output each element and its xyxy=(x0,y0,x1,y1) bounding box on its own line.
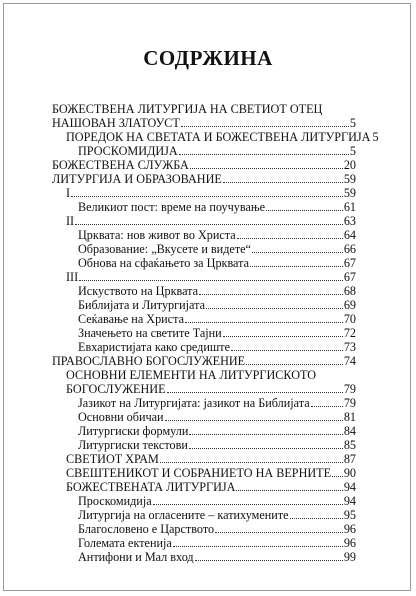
toc-entry-page: 69 xyxy=(343,298,356,312)
toc-entry xyxy=(78,508,356,522)
toc-entry-page: 81 xyxy=(343,410,356,424)
toc-entry-page: 59 xyxy=(343,186,356,200)
toc-dot-leader xyxy=(190,167,343,169)
toc-entry xyxy=(66,186,356,200)
toc-entry-title: ОСНОВНИ ЕЛЕМЕНТИ НА ЛИТУРГИСКОТО xyxy=(66,368,317,382)
toc-dot-leader xyxy=(195,559,343,561)
toc-entry xyxy=(66,368,356,382)
toc-dot-leader xyxy=(165,419,343,421)
toc-entry-title: Основни обичаи xyxy=(78,410,164,424)
toc-entry-title: БОГОСЛУЖЕНИЕ xyxy=(66,382,166,396)
toc-dot-leader xyxy=(79,279,343,281)
toc-dot-leader xyxy=(311,405,343,407)
toc-entry xyxy=(66,214,356,228)
toc-dot-leader xyxy=(75,223,343,225)
toc-entry xyxy=(78,298,356,312)
toc-entry-title: ПОРЕДОК НА СВЕТАТА И БОЖЕСТВЕНА ЛИТУРГИЈА xyxy=(66,130,371,144)
toc-entry xyxy=(78,144,356,158)
toc-entry-title: Јазикот на Литургијата: јазикот на Библијата xyxy=(78,396,310,410)
toc-dot-leader xyxy=(250,265,343,267)
toc-entry xyxy=(78,228,356,242)
toc-entry-title: Проскомидија xyxy=(78,494,152,508)
toc-entry xyxy=(66,382,356,396)
toc-dot-leader xyxy=(179,153,349,155)
toc-dot-leader xyxy=(71,195,343,197)
toc-entry xyxy=(78,284,356,298)
toc-entry-title: Образование: „Вкусете и видете“ xyxy=(78,242,251,256)
toc-entry-page: 20 xyxy=(343,158,356,172)
toc-entry xyxy=(52,102,356,116)
toc-entry xyxy=(66,452,356,466)
toc-entry-title: СВЕТИОТ ХРАМ xyxy=(66,452,159,466)
toc-entry xyxy=(78,438,356,452)
toc-dot-leader xyxy=(223,181,343,183)
toc-entry-title: Библијата и Литургијата xyxy=(78,298,206,312)
toc-entry-page: 74 xyxy=(343,354,356,368)
toc-entry-page: 94 xyxy=(343,480,356,494)
toc-dot-leader xyxy=(173,545,343,547)
toc-entry xyxy=(78,326,356,340)
toc-entry-title: ПРАВОСЛАВНО БОГОСЛУЖЕНИЕ xyxy=(52,354,246,368)
toc-dot-leader xyxy=(237,237,343,239)
toc-entry xyxy=(78,312,356,326)
toc-entry xyxy=(66,480,356,494)
toc-entry-page: 67 xyxy=(343,256,356,270)
toc-dot-leader xyxy=(189,433,342,435)
toc-entry-page: 99 xyxy=(343,550,356,564)
toc-entry-page: 5 xyxy=(372,130,379,144)
toc-dot-leader xyxy=(181,125,349,127)
toc-dot-leader xyxy=(160,461,343,463)
toc-dot-leader xyxy=(185,321,343,323)
toc-entry xyxy=(78,522,356,536)
toc-entry xyxy=(78,396,356,410)
toc-entry xyxy=(52,158,356,172)
toc-entry xyxy=(66,270,356,284)
toc-entry-title: Антифони и Мал вход xyxy=(78,550,194,564)
toc-entry-page: 85 xyxy=(343,438,356,452)
toc-entry-title: Црквата: нов живот во Христа xyxy=(78,228,236,242)
toc-dot-leader xyxy=(206,307,343,309)
toc-dot-leader xyxy=(252,251,343,253)
toc-entry-title: Значењето на светите Тајни xyxy=(78,326,222,340)
toc-entry xyxy=(52,116,356,130)
toc-entry-title: III xyxy=(66,270,79,284)
toc-entry-title: Литургија на огласените – катихумените xyxy=(78,508,289,522)
toc-dot-leader xyxy=(246,363,343,365)
toc-dot-leader xyxy=(266,209,343,211)
toc-dot-leader xyxy=(189,447,343,449)
toc-entry-page: 59 xyxy=(343,172,356,186)
toc-entry xyxy=(52,354,356,368)
toc-dot-leader xyxy=(153,503,343,505)
toc-entry-page: 94 xyxy=(343,494,356,508)
toc-entry-title: Обнова на сфаќањето за Црквата xyxy=(78,256,250,270)
toc-entry-page: 90 xyxy=(343,466,356,480)
toc-entry-title: СВЕШТЕНИКОТ И СОБРАНИЕТО НА ВЕРНИТЕ xyxy=(66,466,332,480)
toc-entry xyxy=(78,550,356,564)
toc-entry-page: 67 xyxy=(343,270,356,284)
toc-entry-title: II xyxy=(66,214,75,228)
toc-dot-leader xyxy=(236,489,342,491)
toc-entry-page: 84 xyxy=(343,424,356,438)
toc-entry-page: 5 xyxy=(349,144,356,158)
toc-entry-title: Литургиски формули xyxy=(78,424,189,438)
toc-entry-page: 96 xyxy=(343,522,356,536)
toc-entry-title: Големата ектенија xyxy=(78,536,172,550)
toc-entry xyxy=(78,256,356,270)
toc-entry xyxy=(78,424,356,438)
toc-dot-leader xyxy=(215,531,343,533)
toc-dot-leader xyxy=(199,293,343,295)
toc-entry-page: 68 xyxy=(343,284,356,298)
toc-entry xyxy=(78,536,356,550)
toc-entry-page: 66 xyxy=(343,242,356,256)
toc-entry-title: НАШОВАН ЗЛАТОУСТ xyxy=(52,116,180,130)
toc-entry-title: БОЖЕСТВЕНА ЛИТУРГИЈА НА СВЕТИОТ ОТЕЦ xyxy=(52,102,323,116)
toc-dot-leader xyxy=(332,475,343,477)
toc-entry-title: Сеќавање на Христа xyxy=(78,312,184,326)
toc-entry xyxy=(78,494,356,508)
toc-entry xyxy=(78,340,356,354)
toc-entry xyxy=(52,172,356,186)
toc-entry-title: БОЖЕСТВЕНАТА ЛИТУРГИЈА xyxy=(66,480,236,494)
toc-dot-leader xyxy=(223,335,343,337)
toc-entry-page: 64 xyxy=(343,228,356,242)
toc-entry xyxy=(78,200,356,214)
toc-entry-page: 79 xyxy=(343,396,356,410)
toc-entry-page: 5 xyxy=(349,116,356,130)
toc-entry-title: Великиот пост: време на поучување xyxy=(78,200,266,214)
toc-entry xyxy=(78,410,356,424)
toc-entry-page: 61 xyxy=(343,200,356,214)
toc-entry-page: 96 xyxy=(343,536,356,550)
toc-entry-title: Благословено е Царството xyxy=(78,522,215,536)
toc-entry-title: ПРОСКОМИДИЈА xyxy=(78,144,178,158)
toc-entry-title: Литургиски текстови xyxy=(78,438,188,452)
toc-entry-page: 87 xyxy=(343,452,356,466)
toc-entry xyxy=(66,130,379,144)
toc-entry-page: 73 xyxy=(343,340,356,354)
toc-entry-title: I xyxy=(66,186,71,200)
toc-entry xyxy=(66,466,356,480)
toc-entry-title: БОЖЕСТВЕНА СЛУЖБА xyxy=(52,158,189,172)
toc-entry-page: 63 xyxy=(343,214,356,228)
toc-dot-leader xyxy=(290,517,343,519)
toc-entry-title: Искуството на Црквата xyxy=(78,284,199,298)
toc-entry-title: ЛИТУРГИЈА И ОБРАЗОВАНИЕ xyxy=(52,172,222,186)
toc-entry-page: 79 xyxy=(343,382,356,396)
page-title: СОДРЖИНА xyxy=(143,46,273,70)
toc-entry-title: Евхаристијата како средиште xyxy=(78,340,231,354)
toc-entry-page: 95 xyxy=(343,508,356,522)
toc-dot-leader xyxy=(231,349,343,351)
toc-entry-page: 72 xyxy=(343,326,356,340)
toc-entry xyxy=(78,242,356,256)
toc-entry-page: 70 xyxy=(343,312,356,326)
toc-dot-leader xyxy=(167,391,343,393)
